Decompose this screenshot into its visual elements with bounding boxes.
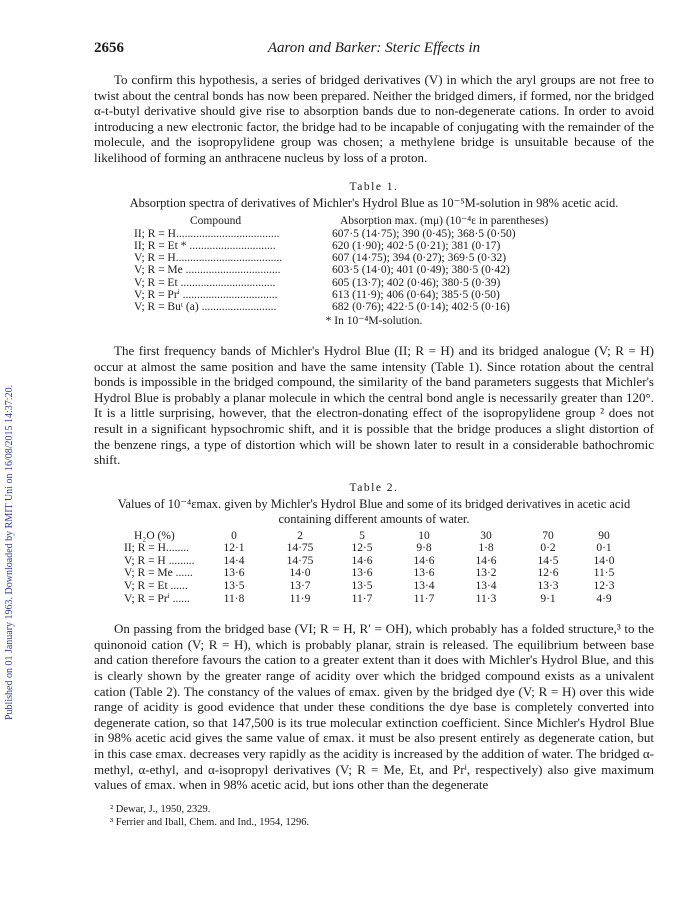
table-1-header	[94, 215, 654, 228]
table-row	[94, 289, 654, 301]
table-cell: 12·6	[537, 567, 559, 580]
table-cell: 9·8	[416, 542, 432, 555]
compound-name: V; R = Me ......	[124, 567, 193, 580]
download-watermark	[3, 160, 17, 720]
table-cell: 1·8	[478, 542, 494, 555]
absorption-values: 682 (0·76); 422·5 (0·14); 402·5 (0·16)	[332, 301, 510, 314]
compound-name: V; R = Me .................................	[134, 264, 281, 277]
table-1-caption: Absorption spectra of derivatives of Michler's Hydrol Blue as 10⁻⁵M-solution in 98% acetic acid.	[129, 195, 619, 210]
table-row	[94, 240, 654, 252]
table-cell: 13·6	[351, 567, 373, 580]
compound-name: V; R = H .........	[124, 554, 195, 567]
table-1-title: Table 1.	[349, 180, 399, 193]
column-header: 30	[480, 529, 492, 542]
table-row	[94, 264, 654, 276]
column-header: 70	[542, 529, 554, 542]
compound-name: II; R = Et * ..............................	[134, 239, 276, 252]
download-watermark-text: Published on 01 January 1963. Downloaded by RMIT Uni on 16/08/2015 14:37:20.	[4, 384, 15, 720]
table-2-header	[94, 530, 654, 543]
table-row	[94, 593, 654, 606]
footnotes	[94, 803, 654, 829]
table-cell: 14·0	[289, 567, 311, 580]
page-number: 2656	[94, 40, 124, 56]
table-cell: 12·1	[223, 542, 245, 555]
absorption-values: 603·5 (14·0); 401 (0·49); 380·5 (0·42)	[332, 264, 510, 277]
table-cell: 0·1	[596, 542, 612, 555]
absorption-values: 607·5 (14·75); 390 (0·45); 368·5 (0·50)	[332, 227, 516, 240]
table-cell: 14·6	[413, 554, 435, 567]
footnote-2: ² Dewar, J., 1950, 2329.	[110, 803, 211, 815]
table-cell: 12·3	[593, 580, 615, 593]
table-cell: 11·3	[475, 592, 497, 605]
table-row	[94, 277, 654, 289]
table-row	[94, 567, 654, 580]
table-cell: 11·7	[413, 592, 435, 605]
table-cell: 14·0	[593, 554, 615, 567]
table-row	[94, 555, 654, 568]
table-cell: 14·4	[223, 554, 245, 567]
page-header	[94, 40, 654, 62]
column-header: 90	[598, 529, 610, 542]
paragraph-2: The first frequency bands of Michler's Hydrol Blue (II; R = H) and its bridged analogue (V; R = H) occur at almost the same position and have the same intensity (Table 1). Since rotation about the central bonds is impossible in the bridged compound, the similarity of the band parameters suggests that Michler's Hydrol Blue is probably a planar molecule in which the central bond angle is necessarily greater than 120°. It is a little surprising, however, that the electron-donating effect of the isopropylidene group ² does not result in a significant hypsochromic shift, and it is possible that the bridge produces a slight distortion of the benzene rings, a type of distortion which will be shown later to result in a considerable bathochromic shift.	[94, 342, 654, 468]
running-head	[94, 40, 654, 57]
column-header: 10	[418, 529, 430, 542]
table-2	[94, 530, 654, 606]
table-1-footnote: * In 10⁻⁴M-solution.	[325, 314, 423, 327]
table-row	[94, 580, 654, 593]
water-percent-label: H₂O (%)	[134, 529, 175, 542]
table-cell: 13·6	[413, 567, 435, 580]
table-cell: 12·5	[351, 542, 373, 555]
column-header: 5	[359, 529, 365, 542]
table-cell: 11·8	[223, 592, 245, 605]
table-cell: 14·75	[286, 554, 314, 567]
table-cell: 13·3	[537, 580, 559, 593]
absorption-values: 620 (1·90); 402·5 (0·21); 381 (0·17)	[332, 239, 501, 252]
compound-name: V; R = Et .................................	[134, 276, 276, 289]
table-cell: 11·7	[351, 592, 373, 605]
compound-name: V; R = Prⁱ .................................	[134, 289, 278, 302]
compound-name: V; R = Buᵗ (a) ..........................	[134, 301, 277, 314]
table-cell: 11·5	[593, 567, 615, 580]
absorption-values: 607 (14·75); 394 (0·27); 369·5 (0·32)	[332, 252, 507, 265]
compound-name: V; R = Et ......	[124, 580, 188, 593]
absorption-values: 605 (13·7); 402 (0·46); 380·5 (0·39)	[332, 276, 501, 289]
paragraph-1: To confirm this hypothesis, a series of bridged derivatives (V) in which the aryl groups are not free to twist about the central bonds has now been prepared. Neither the bridged dimers, if formed, nor the bridged α-t-butyl derivative should give rise to absorption bands due to non-degenerate cations. In order to avoid introducing a new electronic factor, the bridge had to be incapable of conjugating with the remainder of the molecule, and the isopropylidene group was chosen; a methylene bridge is unsuitable because of the likelihood of forming an anthracene nucleus by loss of a proton.	[94, 72, 654, 165]
table-1-col-compound: Compound	[190, 214, 242, 227]
table-cell: 13·5	[223, 580, 245, 593]
table-1-col-absorption: Absorption max. (mμ) (10⁻⁴ε in parentheses)	[340, 214, 549, 227]
table-cell: 14·75	[286, 542, 314, 555]
compound-name: V; R = Prⁱ ......	[124, 592, 190, 605]
table-row	[94, 301, 654, 313]
compound-name: II; R = H........	[124, 542, 189, 555]
journal-page	[94, 40, 654, 829]
table-row	[94, 228, 654, 240]
paragraph-3: On passing from the bridged base (VI; R = H, R′ = OH), which probably has a folded structure,³ to the quinonoid cation (V; R = H), which is probably planar, strain is released. The equilibrium between base and cation therefore favours the cation to a greater extent than it does with Michler's Hydrol Blue, and this is clearly shown by the greater range of acidity over which the bridged compound exists as a univalent cation (Table 2). The constancy of the values of εmax. given by the bridged dye (V; R = H) over this wide range of acidity is good evidence that under these conditions the dye base is completely converted into degenerate cation, so that 147,500 is its true molecular extinction coefficient. Since Michler's Hydrol Blue in 98% acetic acid gives the same value of εmax. it must be also present entirely as degenerate cation, but in this case εmax. decreases very rapidly as the acidity is increased by the addition of water. The bridged α-methyl, α-ethyl, and α-isopropyl derivatives (V; R = Me, Et, and Prⁱ, respectively) also give maximum values of εmax. when in 98% acetic acid, but ions other than the degenerate	[94, 621, 654, 793]
table-cell: 9·1	[540, 592, 556, 605]
table-cell: 14·5	[537, 554, 559, 567]
footnote-3: ³ Ferrier and Iball, Chem. and Ind., 1954, 1296.	[110, 816, 310, 828]
table-cell: 14·6	[351, 554, 373, 567]
table-cell: 13·2	[475, 567, 497, 580]
table-cell: 11·9	[289, 592, 311, 605]
column-header: 2	[297, 529, 303, 542]
table-cell: 4·9	[596, 592, 612, 605]
table-cell: 13·4	[475, 580, 497, 593]
table-row	[94, 252, 654, 264]
column-header: 0	[231, 529, 237, 542]
running-head-authors: Aaron and Barker:	[267, 40, 382, 56]
table-cell: 13·6	[223, 567, 245, 580]
table-row	[94, 542, 654, 555]
absorption-values: 613 (11·9); 406 (0·64); 385·5 (0·50)	[332, 289, 500, 302]
table-2-title: Table 2.	[349, 481, 399, 494]
table-cell: 13·5	[351, 580, 373, 593]
table-cell: 13·7	[289, 580, 311, 593]
running-head-title: Steric Effects in	[381, 40, 481, 56]
compound-name: II; R = H....................................	[134, 227, 280, 240]
table-2-caption: Values of 10⁻⁴εmax. given by Michler's Hydrol Blue and some of its bridged derivatives in acetic acid containing different amounts of water.	[117, 496, 631, 526]
table-1	[94, 215, 654, 327]
table-cell: 14·6	[475, 554, 497, 567]
compound-name: V; R = H.....................................	[134, 252, 283, 265]
table-cell: 13·4	[413, 580, 435, 593]
table-cell: 0·2	[540, 542, 556, 555]
